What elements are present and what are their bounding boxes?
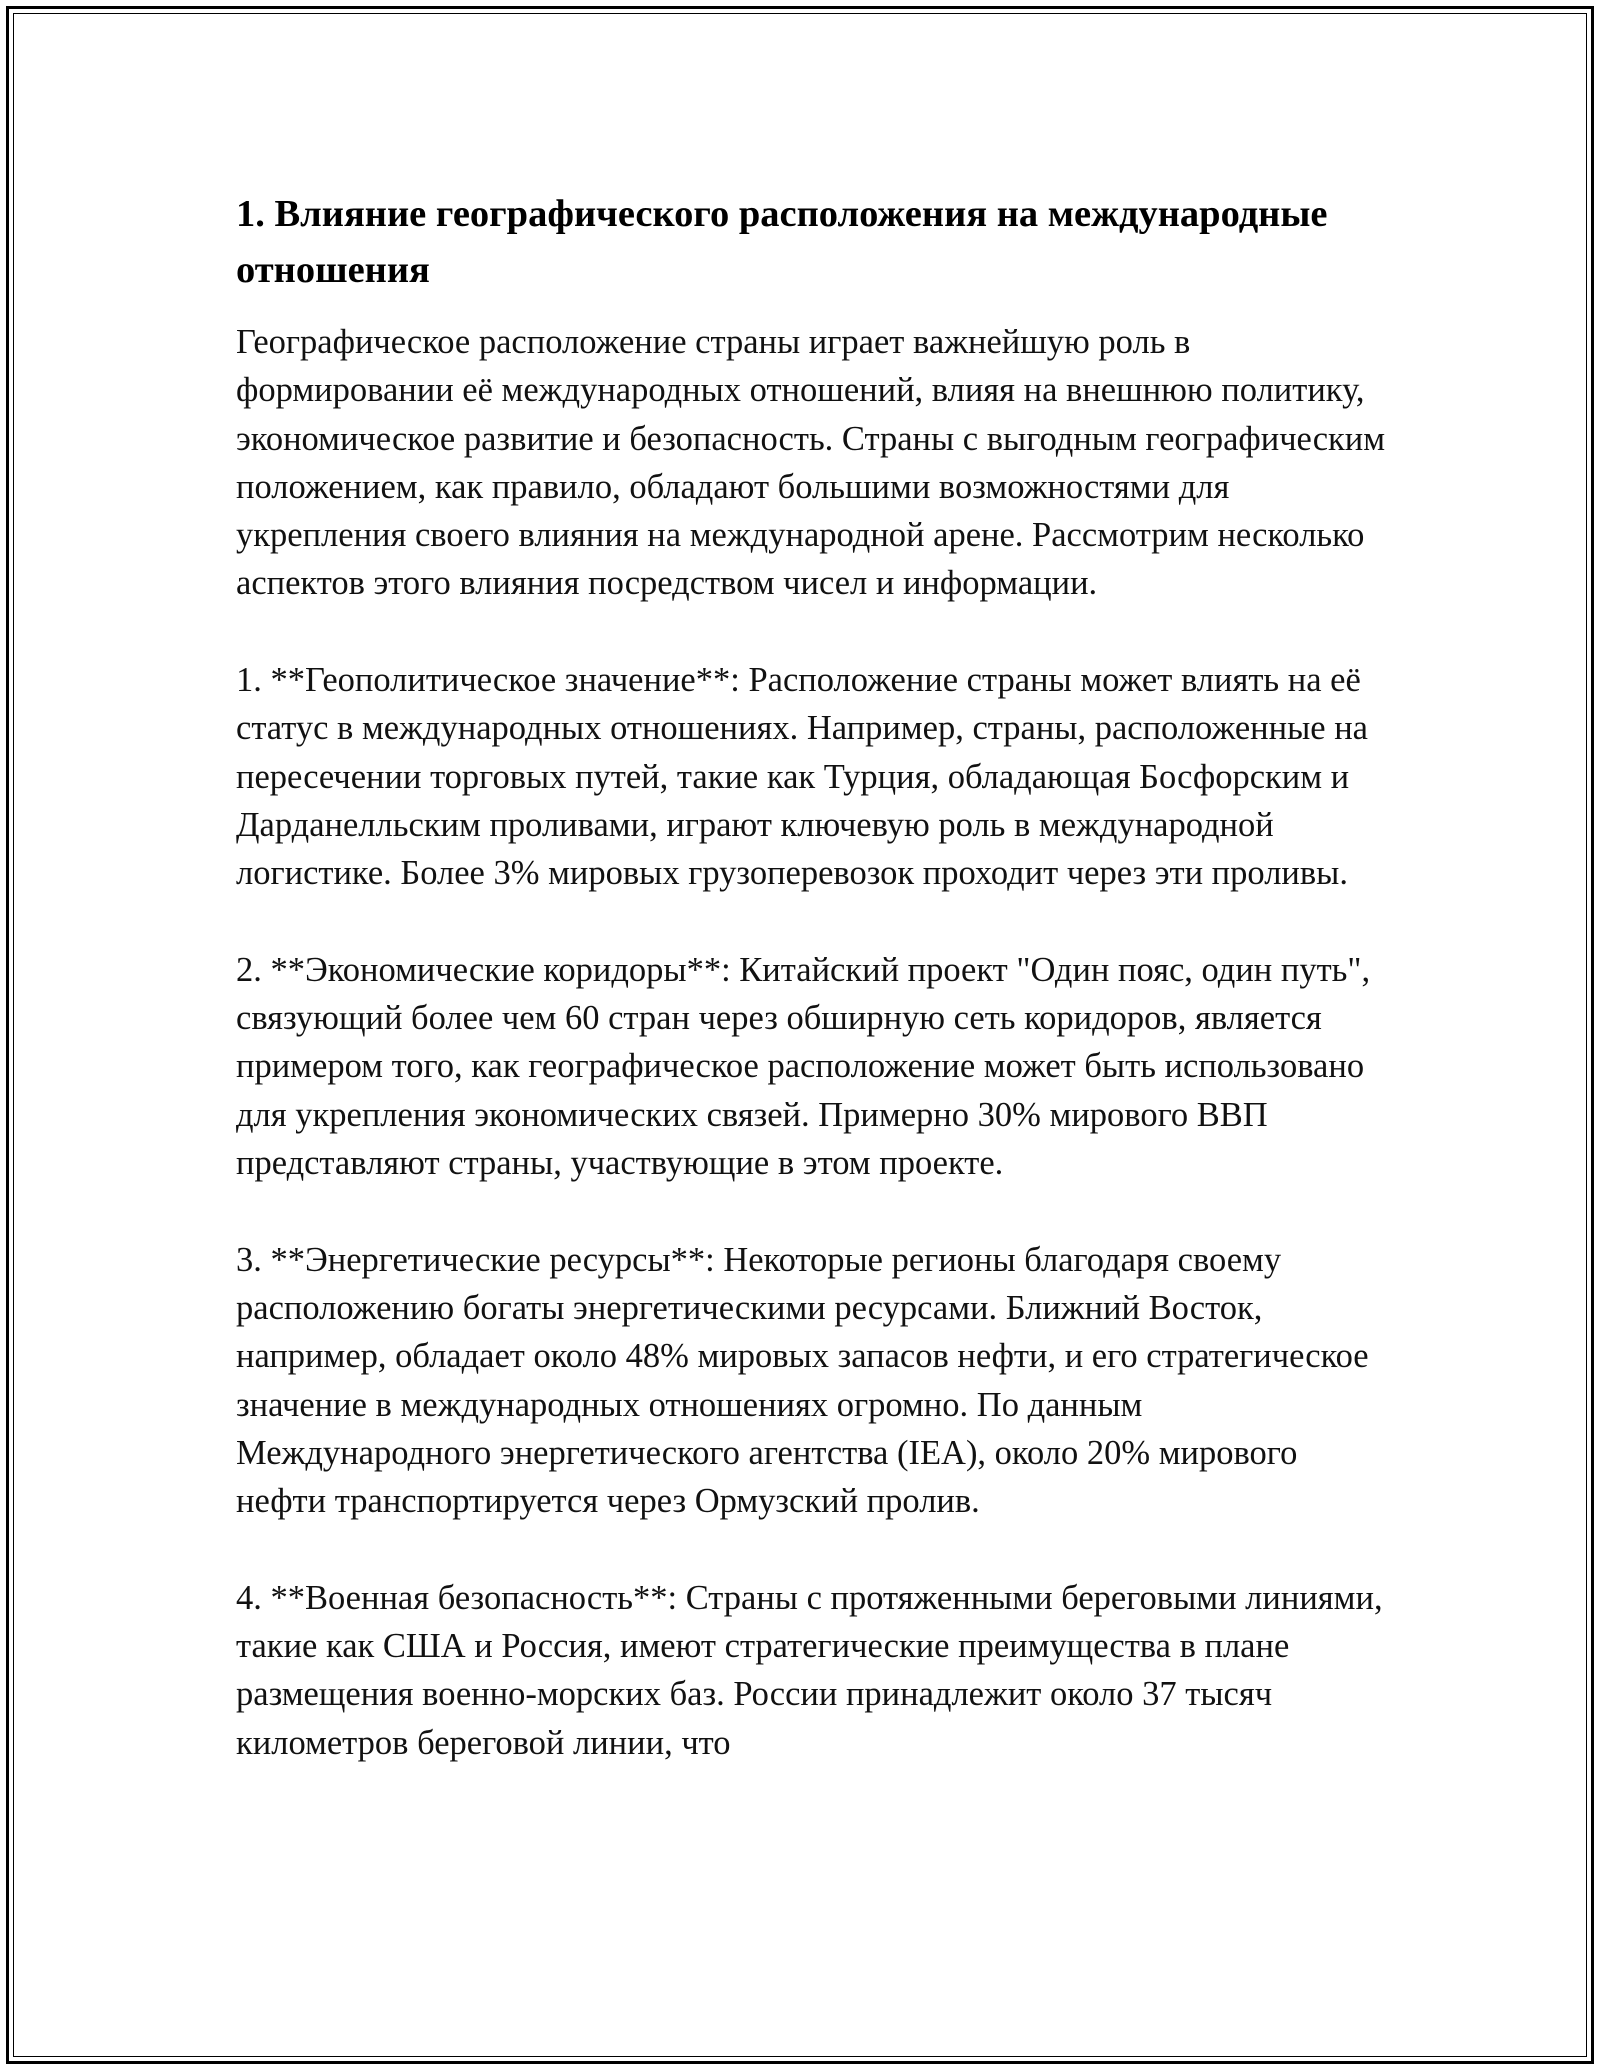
- list-item-geopolitics: 1. **Геополитическое значение**: Расположение страны может влиять на её статус в международных отношениях. Например, страны, расположенные на пересечении торговых путей, такие как Турция, обладающая Босфорским и Дарданелльским проливами, играют ключевую роль в международной логистике. Более 3% мировых грузоперевозок проходит через эти проливы.: [236, 661, 1368, 893]
- list-item-energy-resources: 3. **Энергетические ресурсы**: Некоторые регионы благодаря своему расположению богаты энергетическими ресурсами. Ближний Восток, например, обладает около 48% мировых запасов нефти, и его стратегическое значение в международных отношениях огромно. По данным Международного энергетического агентства (IEA), около 20% мирового нефти транспортируется через Ормузский пролив.: [236, 1240, 1369, 1521]
- list-item-economic-corridors: 2. **Экономические коридоры**: Китайский проект "Один пояс, один путь", связующий более чем 60 стран через обширную сеть коридоров, является примером того, как географическое расположение может быть использовано для укрепления экономических связей. Примерно 30% мирового ВВП представляют страны, участвующие в этом проекте.: [236, 950, 1371, 1183]
- list-item-military-security: 4. **Военная безопасность**: Страны с протяженными береговыми линиями, такие как США и Россия, имеют стратегические преимущества в плане размещения военно-морских баз. России принадлежит около 37 тысяч километров береговой линии, что: [236, 1578, 1383, 1762]
- intro-paragraph: Географическое расположение страны играет важнейшую роль в формировании её международных отношений, влияя на внешнюю политику, экономическое развитие и безопасность. Страны с выгодным географическим положением, как правило, обладают большими возможностями для укрепления своего влияния на международной арене. Рассмотрим несколько аспектов этого влияния посредством чисел и информации.: [236, 323, 1386, 603]
- document-body: [236, 186, 1386, 1815]
- document-title: 1. Влияние географического расположения на международные отношения: [236, 193, 1328, 291]
